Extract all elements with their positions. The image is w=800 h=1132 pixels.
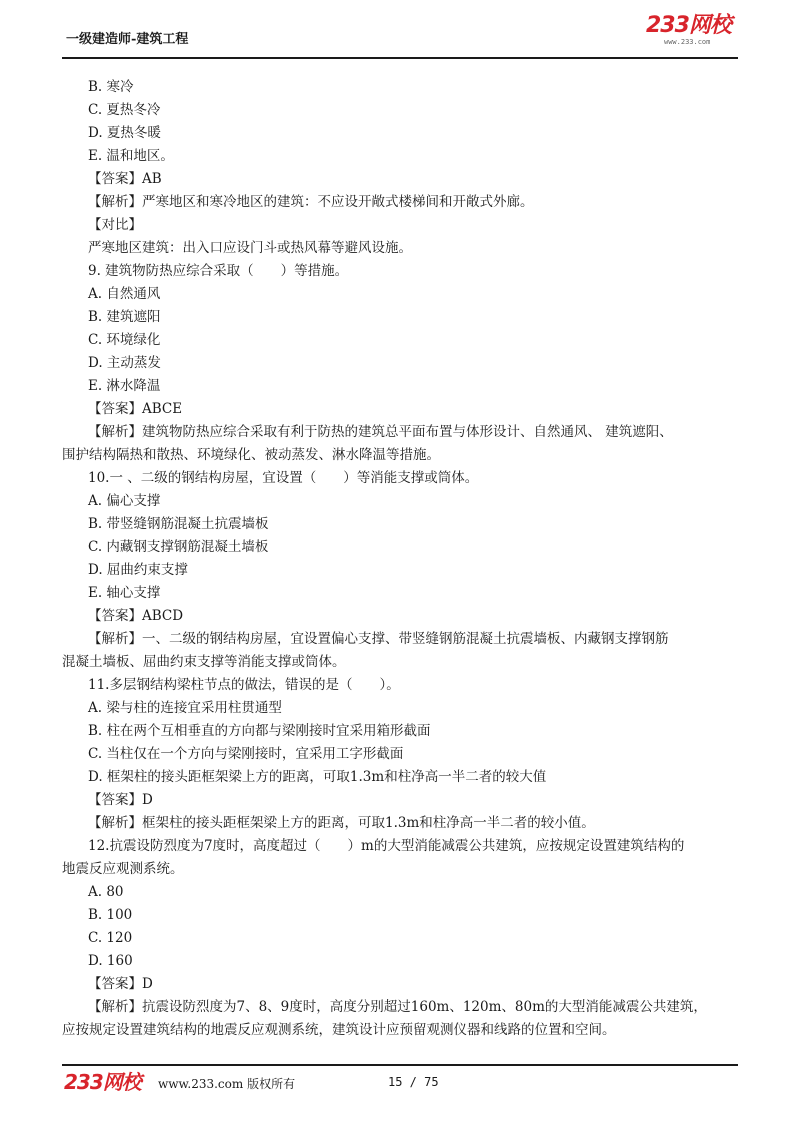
text-line: C. 120 [88, 930, 133, 946]
text-line: 混凝土墙板、屈曲约束支撑等消能支撑或筒体。 [62, 654, 346, 670]
text-line: 应按规定设置建筑结构的地震反应观测系统，建筑设计应预留观测仪器和线路的位置和空间。 [62, 1022, 616, 1038]
text-line: E. 淋水降温 [88, 378, 161, 394]
text-line: 【答案】D [88, 792, 153, 808]
text-line: 【答案】D [88, 976, 153, 992]
text-line: 【解析】框架柱的接头距框架梁上方的距离，可取1.3m和柱净高一半二者的较小值。 [88, 815, 595, 831]
text-line: A. 梁与柱的连接宜采用柱贯通型 [88, 700, 282, 716]
text-line: D. 主动蒸发 [88, 355, 161, 371]
text-line: D. 夏热冬暖 [88, 125, 161, 141]
text-line: C. 环境绿化 [88, 332, 161, 348]
brand-logo [646, 14, 738, 52]
text-line: B. 寒冷 [88, 79, 134, 95]
text-line: E. 温和地区。 [88, 148, 174, 164]
text-line: 【答案】ABCD [88, 608, 184, 624]
text-line: B. 带竖缝钢筋混凝土抗震墙板 [88, 516, 269, 532]
brand-logo-text: 233网校 [646, 13, 731, 38]
text-line: 12.抗震设防烈度为7度时，高度超过（ ）m的大型消能减震公共建筑，应按规定设置建筑结构的 [88, 838, 685, 854]
text-line: C. 夏热冬冷 [88, 102, 161, 118]
text-line: B. 100 [88, 907, 133, 923]
text-line: 【对比】 [88, 217, 142, 233]
text-line: D. 160 [88, 953, 133, 969]
text-line: 地震反应观测系统。 [62, 861, 184, 877]
text-line: D. 屈曲约束支撑 [88, 562, 188, 578]
text-line: B. 柱在两个互相垂直的方向都与梁刚接时宜采用箱形截面 [88, 723, 431, 739]
text-line: D. 框架柱的接头距框架梁上方的距离，可取1.3m和柱净高一半二者的较大值 [88, 769, 547, 785]
text-line: C. 内藏钢支撑钢筋混凝土墙板 [88, 539, 269, 555]
text-line: 围护结构隔热和散热、环境绿化、被动蒸发、淋水降温等措施。 [62, 447, 440, 463]
footer-divider [62, 1064, 738, 1066]
text-line: 严寒地区建筑：出入口应设门斗或热风幕等避风设施。 [88, 240, 412, 256]
document-body [62, 76, 738, 1042]
footer-logo [64, 1070, 148, 1096]
footer-logo-text: 233网校 [64, 1070, 141, 1094]
text-line: 9. 建筑物防热应综合采取（ ）等措施。 [88, 263, 349, 279]
text-line: 【解析】抗震设防烈度为7、8、9度时，高度分别超过160m、120m、80m的大型消能减震公共建筑， [88, 999, 707, 1015]
text-line: 11.多层钢结构梁柱节点的做法，错误的是（ ）。 [88, 677, 400, 693]
text-line: 【解析】一、二级的钢结构房屋，宜设置偏心支撑、带竖缝钢筋混凝土抗震墙板、内藏钢支撑钢筋 [88, 631, 669, 647]
text-line: 【解析】建筑物防热应综合采取有利于防热的建筑总平面布置与体形设计、自然通风、 建筑遮阳、 [88, 424, 673, 440]
text-line: 【解析】严寒地区和寒冷地区的建筑：不应设开敞式楼梯间和开敞式外廊。 [88, 194, 534, 210]
text-line: 【答案】AB [88, 171, 162, 187]
text-line: A. 自然通风 [88, 286, 161, 302]
text-line: A. 偏心支撑 [88, 493, 161, 509]
header-divider [62, 57, 738, 59]
brand-logo-url: www.233.com [664, 38, 711, 46]
text-line: E. 轴心支撑 [88, 585, 161, 601]
text-line: B. 建筑遮阳 [88, 309, 161, 325]
footer-copyright: www.233.com 版权所有 [158, 1077, 296, 1091]
page-number: 15 / 75 [388, 1075, 439, 1089]
text-line: C. 当柱仅在一个方向与梁刚接时，宜采用工字形截面 [88, 746, 404, 762]
text-line: 【答案】ABCE [88, 401, 183, 417]
document-header-title: 一级建造师-建筑工程 [66, 32, 189, 47]
text-line: 10.一 、二级的钢结构房屋，宜设置（ ）等消能支撑或筒体。 [88, 470, 479, 486]
text-line: A. 80 [88, 884, 124, 900]
